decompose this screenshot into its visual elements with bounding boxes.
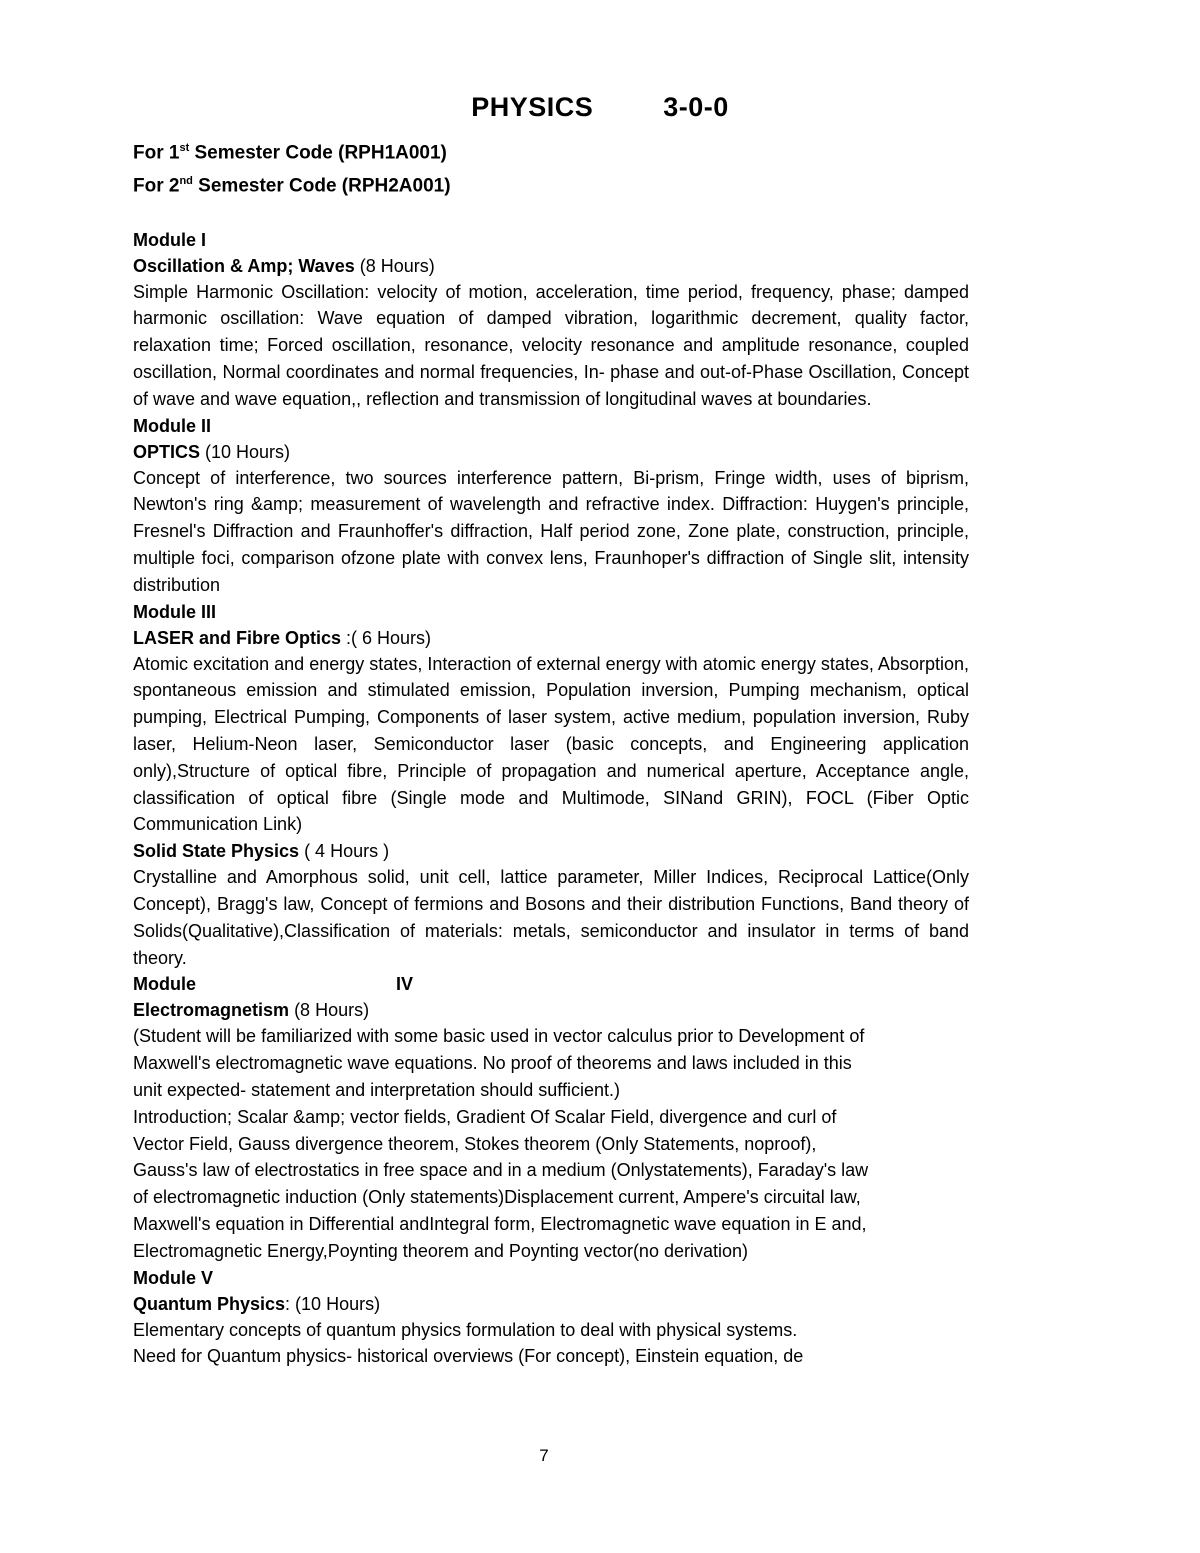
text-line: unit expected- statement and interpretation should sufficient.) — [133, 1079, 620, 1100]
text-line: of electromagnetic induction (Only statements)Displacement current, Ampere's circuital law, — [133, 1187, 861, 1208]
module-3-body: Atomic excitation and energy states, Interaction of external energy with atomic energy states, Absorption, spontaneous emission and stimulated emission, Population inversion, Pumping mechanism, optical pumping, Electrical Pumping, Components of laser system, active medium, population inversion, Ruby laser, Helium-Neon laser, Semiconductor laser (basic concepts, and Engineering application only),Structure of optical fibre, Principle of propagation and numerical aperture, Acceptance angle, classification of optical fibre (Single mode and Multimode, SINand GRIN), FOCL (Fiber Optic Communication Link) — [133, 653, 969, 835]
module-4-section-heading: Electromagnetism (8 Hours) — [133, 1000, 370, 1021]
module-1-section-heading: Oscillation & Amp; Waves (8 Hours) — [133, 255, 435, 276]
module-5-section-heading: Quantum Physics: (10 Hours) — [133, 1293, 381, 1314]
module-4-label: Module IV — [133, 974, 414, 995]
module-4-body — [133, 1023, 969, 1264]
solid-state-body: Crystalline and Amorphous solid, unit cell, lattice parameter, Miller Indices, Reciprocal Lattice(Only Concept), Bragg's law, Concept of fermions and Bosons and their distribution Functions, Band theory of Solids(Qualitative),Classification of materials: metals, semiconductor and insulator in terms of band theory. — [133, 867, 969, 968]
text-line: Gauss's law of electrostatics in free space and in a medium (Onlystatements), Faraday's law — [133, 1160, 869, 1181]
module-2-section-heading: OPTICS (10 Hours) — [133, 441, 291, 462]
text-line: Elementary concepts of quantum physics formulation to deal with physical systems. — [133, 1319, 798, 1340]
text-line: Maxwell's electromagnetic wave equations. No proof of theorems and laws included in this — [133, 1053, 852, 1074]
semester-2-code: For 2nd Semester Code (RPH2A001) — [133, 175, 451, 197]
text-line: Introduction; Scalar &amp; vector fields, Gradient Of Scalar Field, divergence and curl of — [133, 1106, 837, 1127]
semester-1-code: For 1st Semester Code (RPH1A001) — [133, 142, 447, 164]
module-2-label: Module II — [133, 415, 211, 436]
module-5-label: Module V — [133, 1267, 213, 1288]
page-number: 7 — [539, 1446, 549, 1465]
text-line: (Student will be familiarized with some basic used in vector calculus prior to Development of — [133, 1026, 865, 1047]
text-line: Need for Quantum physics- historical overviews (For concept), Einstein equation, de — [133, 1346, 804, 1367]
page-title — [0, 92, 1200, 123]
text-line: Vector Field, Gauss divergence theorem, Stokes theorem (Only Statements, noproof), — [133, 1133, 817, 1154]
course-title: PHYSICS — [471, 92, 594, 122]
module-2-body: Concept of interference, two sources interference pattern, Bi-prism, Fringe width, uses of biprism, Newton's ring &amp; measurement of wavelength and refractive index. Diffraction: Huygen's principle, Fresnel's Diffraction and Fraunhoffer's diffraction, Half period zone, Zone plate, construction, principle, multiple foci, comparison ofzone plate with convex lens, Fraunhoper's diffraction of Single slit, intensity distribution — [133, 467, 969, 595]
module-3-section-heading: LASER and Fibre Optics :( 6 Hours) — [133, 627, 432, 648]
text-line: Maxwell's equation in Differential andIntegral form, Electromagnetic wave equation in E and, — [133, 1213, 867, 1234]
module-1-body: Simple Harmonic Oscillation: velocity of motion, acceleration, time period, frequency, phase; damped harmonic oscillation: Wave equation of damped vibration, logarithmic decrement, quality factor, relaxation time; Forced oscillation, resonance, velocity resonance and amplitude resonance, coupled oscillation, Normal coordinates and normal frequencies, In- phase and out-of-Phase Oscillation, Concept of wave and wave equation,, reflection and transmission of longitudinal waves at boundaries. — [133, 281, 969, 409]
course-credits: 3-0-0 — [663, 92, 729, 122]
syllabus-content — [133, 134, 969, 1370]
module-5-body — [133, 1317, 969, 1371]
solid-state-section-heading: Solid State Physics ( 4 Hours ) — [133, 841, 390, 862]
text-line: Electromagnetic Energy,Poynting theorem and Poynting vector(no derivation) — [133, 1240, 748, 1261]
module-1-label: Module I — [133, 229, 206, 250]
module-3-label: Module III — [133, 601, 216, 622]
